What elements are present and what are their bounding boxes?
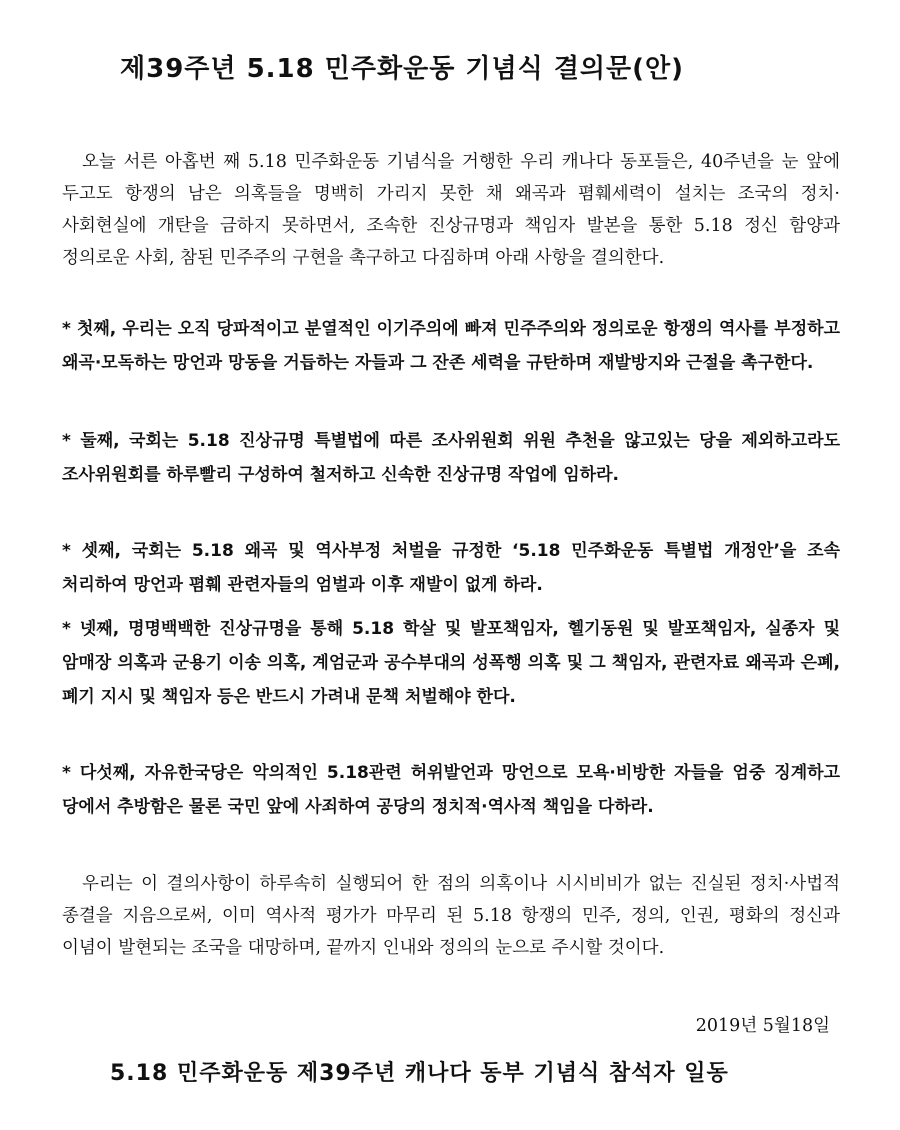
resolution-item-3: * 셋째, 국회는 5.18 왜곡 및 역사부정 처벌을 규정한 ‘5.18 민주화운동 특별법 개정안’을 조속 처리하여 망언과 폄훼 관련자들의 엄벌과 이후 재발이 없게 하라.	[62, 541, 840, 595]
signature-line: 5.18 민주화운동 제39주년 캐나다 동부 기념식 참석자 일동	[110, 1061, 729, 1086]
document-date: 2019년 5월18일	[695, 1016, 830, 1036]
resolution-item-4: * 넷째, 명명백백한 진상규명을 통해 5.18 학살 및 발포책임자, 헬기동원 및 발포책임자, 실종자 및 암매장 의혹과 군용기 이송 의혹, 계엄군과 공수부대의 성폭행 의혹 및 그 책임자, 관련자료 왜곡과 은폐, 폐기 지시 및 책임자 등은 반드시 가려내 문책 처벌해야 한다.	[62, 619, 840, 707]
closing-paragraph: 우리는 이 결의사항이 하루속히 실행되어 한 점의 의혹이나 시시비비가 없는 진실된 정치·사법적 종결을 지음으로써, 이미 역사적 평가가 마무리 된 5.18 항쟁의 민주, 정의, 인권, 평화의 정신과 이념이 발현되는 조국을 대망하며, 끝까지 인내와 정의의 눈으로 주시할 것이다.	[62, 874, 840, 958]
intro-paragraph: 오늘 서른 아홉번 째 5.18 민주화운동 기념식을 거행한 우리 캐나다 동포들은, 40주년을 눈 앞에 두고도 항쟁의 남은 의혹들을 명백히 가리지 못한 채 왜곡과 폄훼세력이 설치는 조국의 정치·사회현실에 개탄을 금하지 못하면서, 조속한 진상규명과 책임자 발본을 통한 5.18 정신 함양과 정의로운 사회, 참된 민주주의 구현을 촉구하고 다짐하며 아래 사항을 결의한다.	[62, 152, 840, 268]
document-title: 제39주년 5.18 민주화운동 기념식 결의문(안)	[120, 54, 685, 84]
resolution-item-5: * 다섯째, 자유한국당은 악의적인 5.18관련 허위발언과 망언으로 모욕·비방한 자들을 엄중 징계하고 당에서 추방함은 물론 국민 앞에 사죄하여 공당의 정치적·역사적 책임을 다하라.	[62, 763, 840, 817]
resolution-item-1: * 첫째, 우리는 오직 당파적이고 분열적인 이기주의에 빠져 민주주의와 정의로운 항쟁의 역사를 부정하고 왜곡·모독하는 망언과 망동을 거듭하는 자들과 그 잔존 세력을 규탄하며 재발방지와 근절을 촉구한다.	[62, 319, 840, 373]
resolution-item-2: * 둘째, 국회는 5.18 진상규명 특별법에 따른 조사위원회 위원 추천을 않고있는 당을 제외하고라도 조사위원회를 하루빨리 구성하여 철저하고 신속한 진상규명 작업에 임하라.	[62, 431, 840, 485]
